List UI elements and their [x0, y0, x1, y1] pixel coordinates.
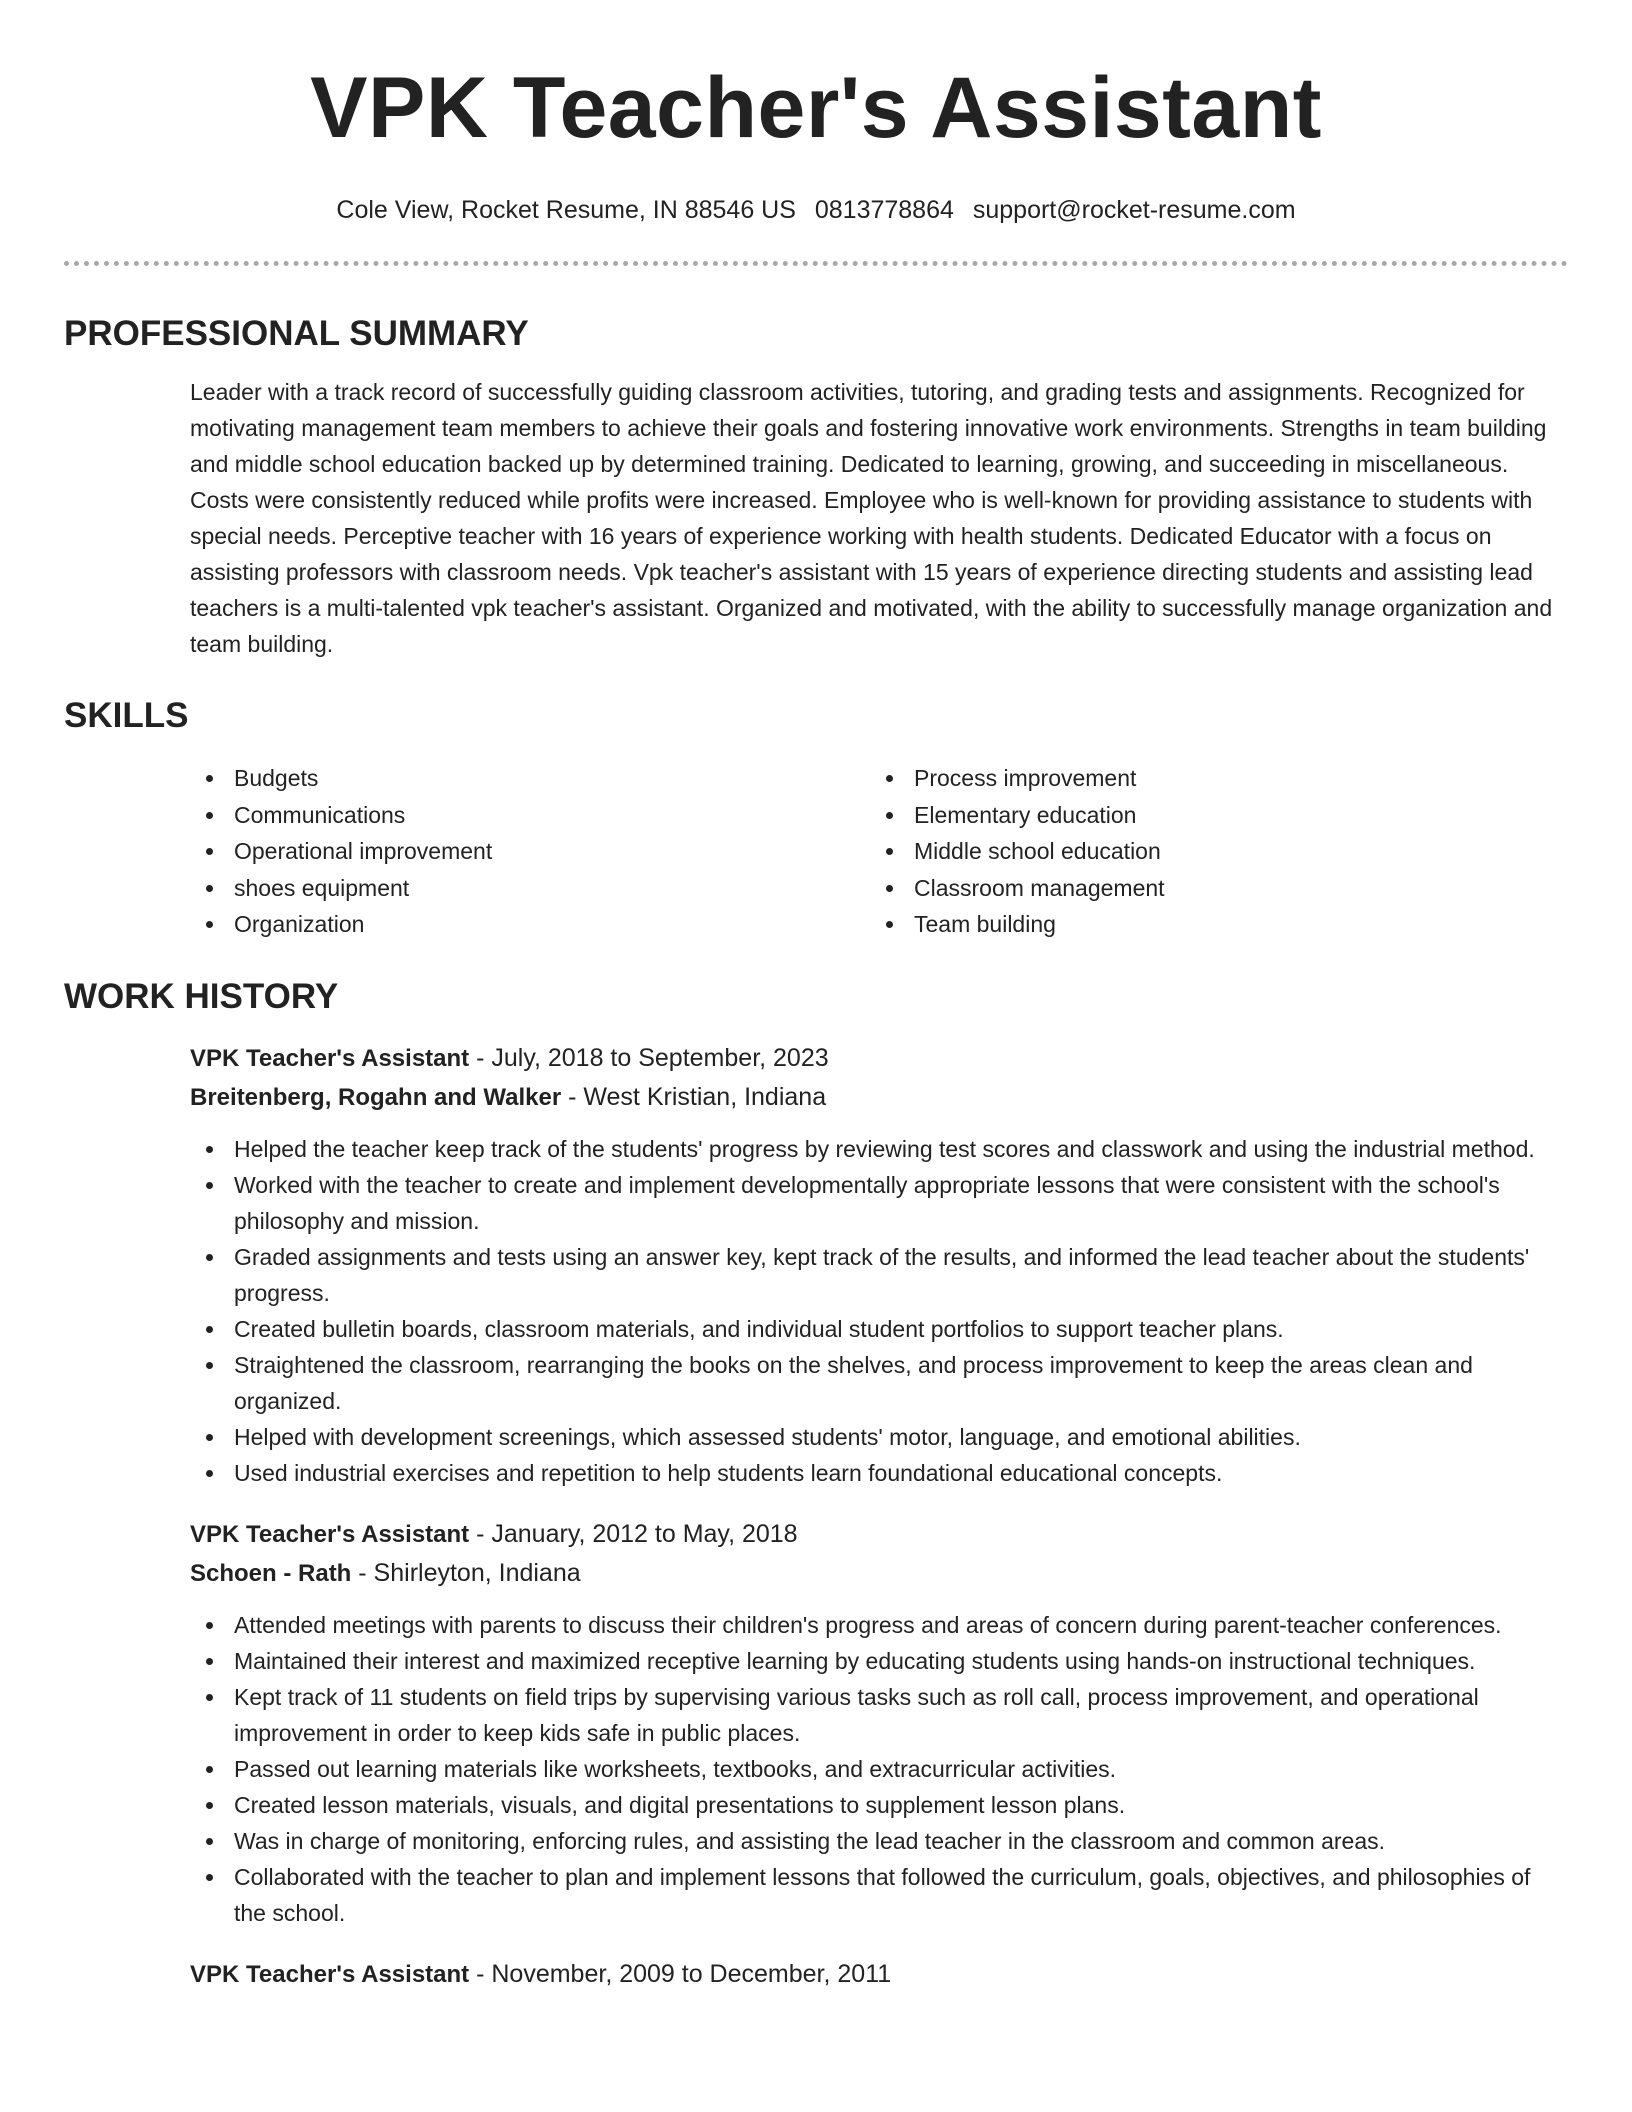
skill-item: Middle school education — [870, 833, 1165, 870]
job-location: - West Kristian, Indiana — [561, 1082, 827, 1111]
job-company-line — [190, 1078, 1568, 1117]
contact-line — [64, 195, 1568, 225]
job-entry — [190, 1039, 1568, 1491]
skills-list — [190, 760, 1568, 943]
skill-item: Team building — [870, 906, 1165, 943]
job-bullet: Created lesson materials, visuals, and digital presentations to supplement lesson plans. — [190, 1787, 1568, 1823]
summary-heading: PROFESSIONAL SUMMARY — [64, 314, 529, 353]
contact-address: Cole View, Rocket Resume, IN 88546 US — [336, 196, 796, 224]
job-title: VPK Teacher's Assistant — [190, 1044, 470, 1072]
job-dates: - January, 2012 to May, 2018 — [469, 1519, 798, 1548]
job-bullets — [190, 1131, 1568, 1491]
summary-text: Leader with a track record of successfully guiding classroom activities, tutoring, and grading tests and assignments. Recognized for motivating management team members to achieve their goals and fostering innovative work environments. Strengths in team building and middle school education backed up by determined training. Dedicated to learning, growing, and succeeding in miscellaneous. Costs were consistently reduced while profits were increased. Employee who is well-known for providing assistance to students with special needs. Perceptive teacher with 16 years of experience working with health students. Dedicated Educator with a focus on assisting professors with classroom needs. Vpk teacher's assistant with 15 years of experience directing students and assisting lead teachers is a multi-talented vpk teacher's assistant. Organized and motivated, with the ability to successfully manage organization and team building. — [190, 379, 1553, 657]
job-bullet: Graded assignments and tests using an answer key, kept track of the results, and informed the lead teacher about the students' progress. — [190, 1239, 1568, 1311]
job-location: - Shirleyton, Indiana — [351, 1558, 581, 1587]
job-title-line — [190, 1955, 1568, 1994]
job-entry — [190, 1515, 1568, 1931]
job-dates: - November, 2009 to December, 2011 — [469, 1959, 892, 1988]
job-dates: - July, 2018 to September, 2023 — [469, 1043, 829, 1072]
skill-item: Process improvement — [870, 760, 1165, 797]
job-bullet: Worked with the teacher to create and implement developmentally appropriate lessons that were consistent with the school's philosophy and mission. — [190, 1167, 1568, 1239]
job-bullet: Helped with development screenings, which assessed students' motor, language, and emotional abilities. — [190, 1419, 1568, 1455]
job-bullets — [190, 1607, 1568, 1931]
job-title-line — [190, 1515, 1568, 1554]
job-bullet: Was in charge of monitoring, enforcing rules, and assisting the lead teacher in the classroom and common areas. — [190, 1823, 1568, 1859]
job-company-line — [190, 1554, 1568, 1593]
skills-column-left — [190, 760, 870, 943]
job-bullet: Used industrial exercises and repetition to help students learn foundational educational concepts. — [190, 1455, 1568, 1491]
job-bullet: Straightened the classroom, rearranging the books on the shelves, and process improvement to keep the areas clean and organized. — [190, 1347, 1568, 1419]
job-title-line — [190, 1039, 1568, 1078]
skill-item: Budgets — [190, 760, 870, 797]
skill-item: Communications — [190, 797, 870, 834]
resume-title: VPK Teacher's Assistant — [310, 60, 1322, 156]
skill-item: Classroom management — [870, 870, 1165, 907]
contact-email[interactable]: support@rocket-resume.com — [972, 196, 1296, 224]
job-bullet: Attended meetings with parents to discuss their children's progress and areas of concern during parent-teacher conferences. — [190, 1607, 1568, 1643]
job-title: VPK Teacher's Assistant — [190, 1520, 470, 1548]
job-bullet: Created bulletin boards, classroom materials, and individual student portfolios to support teacher plans. — [190, 1311, 1568, 1347]
job-company: Schoen - Rath — [190, 1559, 352, 1587]
skill-item: Organization — [190, 906, 870, 943]
resume-page — [64, 0, 1568, 1994]
skill-item: Operational improvement — [190, 833, 870, 870]
job-bullet: Helped the teacher keep track of the students' progress by reviewing test scores and classwork and using the industrial method. — [190, 1131, 1568, 1167]
skill-item: Elementary education — [870, 797, 1165, 834]
skill-item: shoes equipment — [190, 870, 870, 907]
skills-heading: SKILLS — [64, 696, 189, 735]
contact-phone: 0813778864 — [814, 196, 954, 224]
work-history-heading: WORK HISTORY — [64, 976, 339, 1016]
job-company: Breitenberg, Rogahn and Walker — [190, 1083, 562, 1111]
header-divider — [64, 261, 1568, 266]
job-bullet: Passed out learning materials like worksheets, textbooks, and extracurricular activities. — [190, 1751, 1568, 1787]
skills-column-right — [870, 760, 1165, 943]
job-bullet: Kept track of 11 students on field trips by supervising various tasks such as roll call, process improvement, and operational improvement in order to keep kids safe in public places. — [190, 1679, 1568, 1751]
job-bullet: Maintained their interest and maximized receptive learning by educating students using hands-on instructional techniques. — [190, 1643, 1568, 1679]
job-title: VPK Teacher's Assistant — [190, 1960, 470, 1988]
job-entry — [190, 1955, 1568, 1994]
job-bullet: Collaborated with the teacher to plan and implement lessons that followed the curriculum, goals, objectives, and philosophies of the school. — [190, 1859, 1568, 1931]
